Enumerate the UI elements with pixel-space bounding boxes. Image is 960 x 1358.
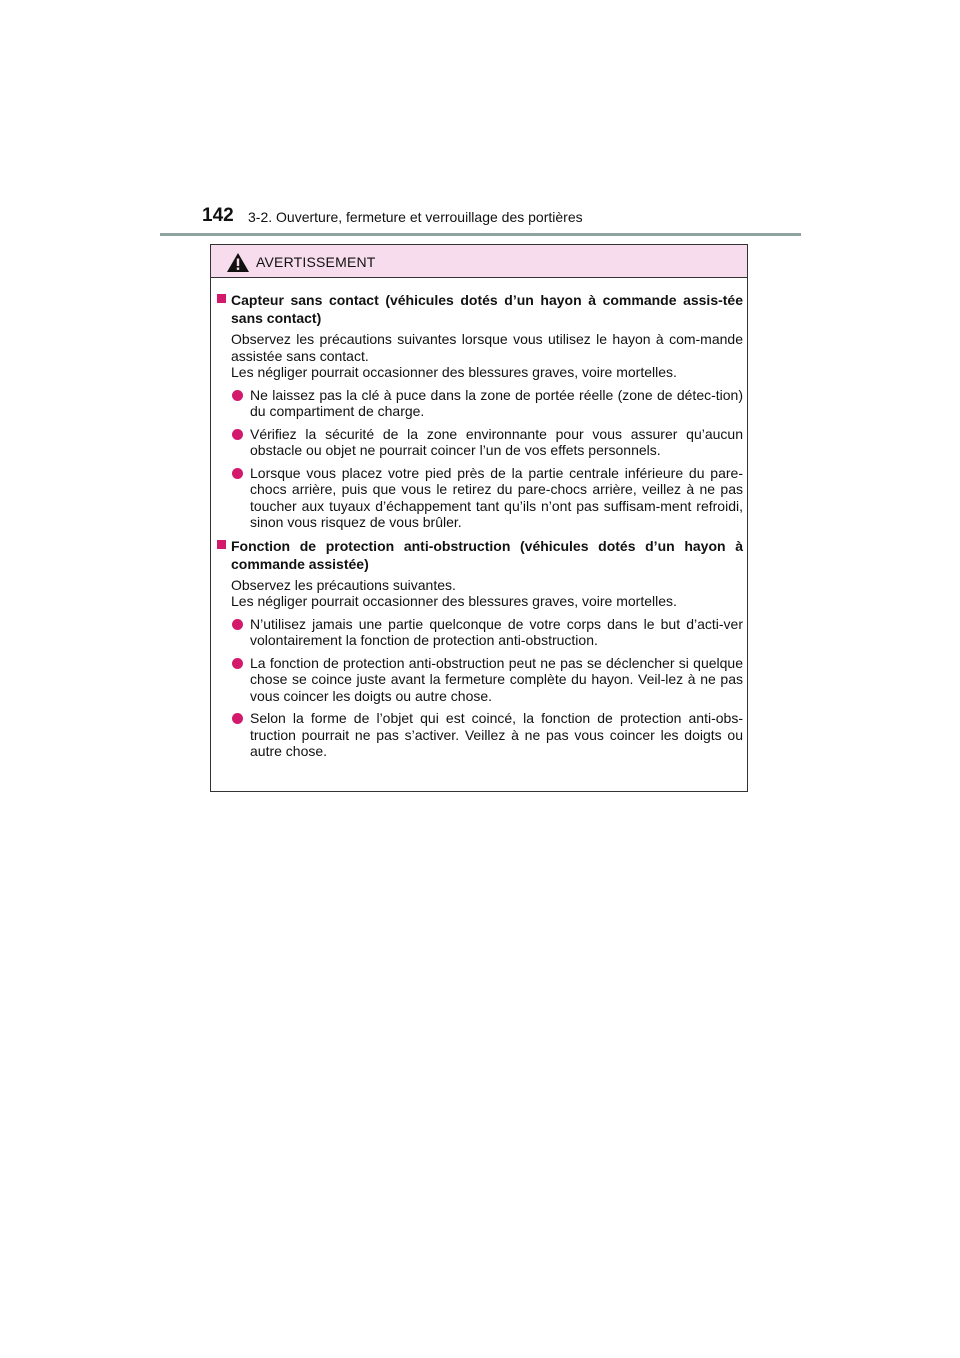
warning-content [217, 291, 743, 760]
paragraph: Les négliger pourrait occasionner des blessures graves, voire mortelles. [231, 593, 677, 609]
bullet-item [231, 387, 743, 420]
page-header [202, 205, 802, 231]
warning-header [211, 245, 747, 278]
page-number: 142 [202, 205, 234, 226]
section-title: 3-2. Ouverture, fermeture et verrouillage des portières [248, 209, 583, 225]
bullet-text: Selon la forme de l’objet qui est coincé, la fonction de protection anti-obs-truction pourrait ne pas s’activer. Veillez à ne pas vous coincer les doigts ou autre chose. [250, 710, 743, 759]
warning-triangle-icon [227, 253, 249, 272]
round-bullet-icon [232, 658, 243, 669]
round-bullet-icon [232, 390, 243, 401]
bullet-text: N’utilisez jamais une partie quelconque de votre corps dans le but d’acti-ver volontairement la fonction de protection anti-obstruction. [250, 615, 743, 648]
paragraph: Observez les précautions suivantes. [231, 576, 456, 593]
bullet-item [231, 465, 743, 531]
round-bullet-icon [232, 468, 243, 479]
square-bullet-icon [217, 294, 226, 303]
section-heading: Capteur sans contact (véhicules dotés d’un hayon à commande assis-tée sans contact) [231, 292, 743, 326]
bullet-item [231, 710, 743, 760]
bullet-item [231, 426, 743, 459]
round-bullet-icon [232, 713, 243, 724]
bullet-item [231, 655, 743, 705]
round-bullet-icon [232, 619, 243, 630]
warning-box [210, 244, 748, 792]
paragraph: Les négliger pourrait occasionner des blessures graves, voire mortelles. [231, 364, 677, 380]
header-rule [160, 233, 801, 236]
warning-title: AVERTISSEMENT [256, 254, 376, 270]
warning-section [217, 291, 743, 531]
bullet-text: Ne laissez pas la clé à puce dans la zone de portée réelle (zone de détec-tion) du compartiment de charge. [250, 386, 743, 419]
paragraph: Observez les précautions suivantes lorsque vous utilisez le hayon à com-mande assistée sans contact. [231, 331, 743, 364]
round-bullet-icon [232, 429, 243, 440]
square-bullet-icon [217, 540, 226, 549]
warning-section [217, 537, 743, 760]
bullet-text: Vérifiez la sécurité de la zone environnante pour vous assurer qu’aucun obstacle ou objet ne pourrait coincer l’un de vos effets personnels. [250, 425, 743, 458]
bullet-text: La fonction de protection anti-obstruction peut ne pas se déclencher si quelque chose se coince juste avant la fermeture complète du hayon. Veil-lez à ne pas vous coincer les doigts ou autre chose. [250, 654, 743, 704]
section-heading: Fonction de protection anti-obstruction (véhicules dotés d’un hayon à commande assistée) [231, 537, 743, 572]
bullet-item [231, 616, 743, 649]
bullet-text: Lorsque vous placez votre pied près de la partie centrale inférieure du pare-chocs arrière, puis que vous le retirez du pare-chocs arrière, veillez à ne pas toucher aux tuyaux d’échappement tant qu’ils n’ont pas suffisam-ment refroidi, sinon vous risquez de vous brûler. [250, 464, 743, 530]
